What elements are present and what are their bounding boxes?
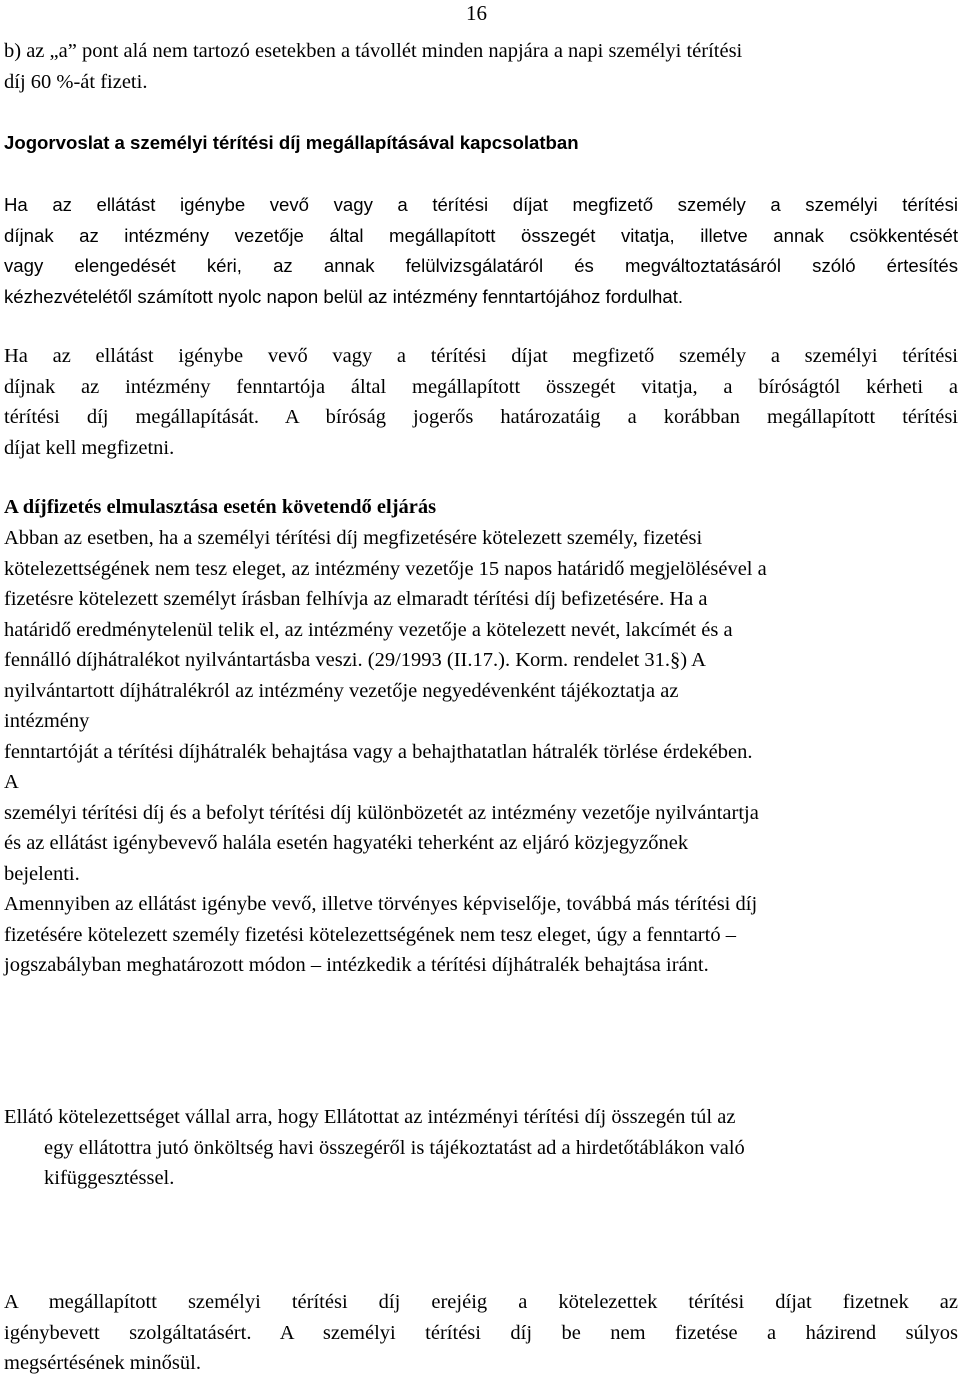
text-line: Ha az ellátást igénybe vevő vagy a térítési díjat megfizető személy a személyi térítési xyxy=(4,194,958,215)
text-line: térítési díj megállapítását. A bíróság jogerős határozatáig a korábban megállapított térítési xyxy=(4,406,958,428)
text-line: megsértésének minősül. xyxy=(4,1352,201,1374)
text-line: fizetésre kötelezett személyt írásban felhívja az elmaradt térítési díj befizetésére. Ha a xyxy=(4,588,708,610)
paragraph-jogorvoslat-2 xyxy=(4,341,958,463)
text-line: díjnak az intézmény fenntartója által megállapított összegét vitatja, a bíróságtól kérheti a xyxy=(4,375,958,398)
text-line: határidő eredménytelenül telik el, az intézmény vezetője a kötelezett nevét, lakcímét és a xyxy=(4,618,733,641)
text-line: nyilvántartott díjhátralékról az intézmény vezetője negyedévenként tájékoztatja az xyxy=(4,679,679,702)
text-line: kifüggesztéssel. xyxy=(44,1167,175,1189)
text-line: Amennyiben az ellátást igénybe vevő, illetve törvényes képviselője, továbbá más térítési díj xyxy=(4,893,758,915)
text-line: intézmény xyxy=(4,710,90,732)
text-line: kézhezvételétől számított nyolc napon belül az intézmény fenntartójához fordulhat. xyxy=(4,285,684,307)
text-line: díj 60 %-át fizeti. xyxy=(4,70,148,93)
text-line: fizetésére kötelezett személy fizetési kötelezettségének nem tesz eleget, úgy a fenntartó – xyxy=(4,923,736,946)
text-line: b) az „a” pont alá nem tartozó esetekben a távollét minden napjára a napi személyi térítési xyxy=(4,40,743,62)
text-line: díjnak az intézmény vezetője által megállapított összegét vitatja, illetve annak csökkentését xyxy=(4,224,958,246)
page-number: 16 xyxy=(466,1,487,25)
text-line: jogszabályban meghatározott módon – intézkedik a térítési díjhátralék behajtása iránt. xyxy=(4,954,709,976)
paragraph-amennyiben xyxy=(4,889,958,981)
text-line: bejelenti. xyxy=(4,862,80,885)
paragraph-b xyxy=(4,36,958,97)
text-line: vagy elengedését kéri, az annak felülvizsgálatáról és megváltoztatásáról szóló értesítés xyxy=(4,255,958,276)
text-line: Abban az esetben, ha a személyi térítési díj megfizetésére kötelezett személy, fizetési xyxy=(4,527,703,549)
paragraph-megallapitott xyxy=(4,1287,958,1379)
paragraph-dijfizetes xyxy=(4,523,958,889)
heading-jogorvoslat: Jogorvoslat a személyi térítési díj megállapításával kapcsolatban xyxy=(4,132,579,153)
text-line: fenntartóját a térítési díjhátralék behajtása vagy a behajthatatlan hátralék törlése érdekében. xyxy=(4,740,753,763)
text-line: Ha az ellátást igénybe vevő vagy a térítési díjat megfizető személy a személyi térítési xyxy=(4,345,958,367)
text-line: kötelezettségének nem tesz eleget, az intézmény vezetője 15 napos határidő megjelölésével a xyxy=(4,557,767,580)
text-line: személyi térítési díj és a befolyt térítési díj különbözetét az intézmény vezetője nyilvántartja xyxy=(4,801,759,824)
paragraph-ellato xyxy=(4,1102,958,1194)
text-line: igénybevett szolgáltatásért. A személyi térítési díj be nem fizetése a házirend súlyos xyxy=(4,1321,958,1344)
heading-dijfizetes: A díjfizetés elmulasztása esetén követendő eljárás xyxy=(4,496,437,518)
text-line: díjat kell megfizetni. xyxy=(4,436,175,459)
text-line: fennálló díjhátralékot nyilvántartásba veszi. (29/1993 (II.17.). Korm. rendelet 31.§) A xyxy=(4,649,706,671)
text-line: Ellátó kötelezettséget vállal arra, hogy Ellátottat az intézményi térítési díj összegén túl az xyxy=(4,1106,736,1128)
text-line: egy ellátottra jutó önköltség havi összegéről is tájékoztatást ad a hirdetőtáblákon való xyxy=(44,1136,745,1159)
text-line: A xyxy=(4,771,19,793)
text-line: A megállapított személyi térítési díj erejéig a kötelezettek térítési díjat fizetnek az xyxy=(4,1291,958,1313)
paragraph-jogorvoslat-1 xyxy=(4,190,958,312)
text-line: és az ellátást igénybevevő halála esetén hagyatéki teherként az eljáró közjegyzőnek xyxy=(4,832,689,854)
